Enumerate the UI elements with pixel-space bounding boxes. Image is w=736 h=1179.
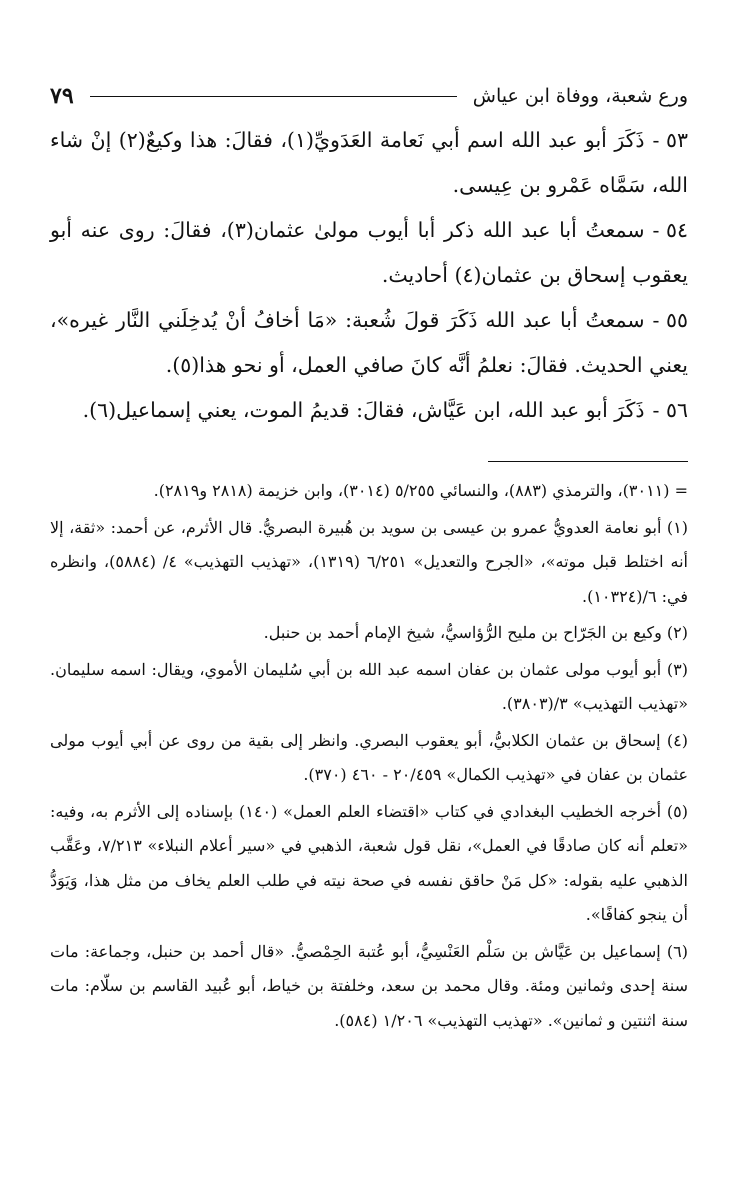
header-title: ورع شعبة، ووفاة ابن عياش: [472, 85, 688, 107]
entry-56: [50, 388, 688, 433]
footnote-3: (٣) أبو أيوب مولى عثمان بن عفان اسمه عبد الله بن أبي سُليمان الأموي، ويقال: اسمه سليمان. «تهذيب التهذيب» ٣/(٣٨٠٣).: [50, 659, 688, 713]
footnotes: [50, 474, 688, 1038]
main-text: [50, 118, 688, 433]
page-number: ٧٩: [50, 83, 74, 109]
entry-53: [50, 118, 688, 208]
footnote-6: (٦) إسماعيل بن عَيَّاش بن سَلْم العَنْسِيُّ، أبو عُتبة الحِمْصيُّ. «قال أحمد بن حنبل، وجماعة: مات سنة إحدى وثمانين ومئة. وقال محمد بن سعد، وخلفتة بن خياط، أبو عُبيد القاسم بن سلّام: مات سنة اثنتين و ثمانين». «تهذيب التهذيب» ١/٢٠٦ (٥٨٤).: [50, 941, 689, 1030]
book-page: [50, 78, 688, 1040]
entry-text: سمعتُ أبا عبد الله ذَكَرَ قولَ شُعبة: «مَا أخافُ أنْ يُدخِلَني النَّار غيره»، يعني الحديث. فقالَ: نعلمُ أنَّه كانَ صافي العمل، أو نحو هذا(٥).: [50, 308, 688, 377]
entry-text: ذَكَرَ أبو عبد الله، ابن عَيَّاش، فقالَ: قديمُ الموت، يعني إسماعيل(٦).: [82, 398, 645, 422]
entry-55: [50, 298, 688, 388]
footnote-divider: [488, 461, 688, 462]
entry-text: سمعتُ أبا عبد الله ذكر أبا أيوب مولىٰ عثمان(٣)، فقالَ: روى عنه أبو يعقوب إسحاق بن عثمان(٤) أحاديث.: [50, 218, 688, 287]
footnote-4: (٤) إسحاق بن عثمان الكلابيُّ، أبو يعقوب البصري. وانظر إلى بقية من روى عن أبي أيوب مولى عثمان بن عفان في «تهذيب الكمال» ٢٠/٤٥٩ - ٤٦٠ (٣٧٠).: [50, 730, 688, 784]
footnote-continuation: = (٣٠١١)، والترمذي (٨٨٣)، والنسائي ٥/٢٥٥ (٣٠١٤)، وابن خزيمة (٢٨١٨ و٢٨١٩).: [153, 481, 688, 500]
entry-54: [50, 208, 688, 298]
entry-text: ذَكَرَ أبو عبد الله اسم أبي نَعامة العَدَويِّ(١)، فقالَ: هذا وكيعٌ(٢) إنْ شاء الله، سَمَّاه عَمْرو بن عِيسى.: [50, 128, 688, 197]
entry-number: ٥٣ -: [652, 128, 689, 152]
entry-number: ٥٦ -: [652, 398, 688, 422]
footnote-5: (٥) أخرجه الخطيب البغدادي في كتاب «اقتضاء العلم العمل» (١٤٠) بإسناده إلى الأثرم به، وفيه: «تعلم أنه كان صادقًا في العمل»، نقل قول شعبة، الذهبي في «سير أعلام النبلاء» ٧/٢١٣، وعَقَّب الذهبي عليه بقوله: «كل مَنْ حاقق نفسه في صحة نيته في طلب العلم يخاف من مثل هذا، وَيَوَدُّ أن ينجو كفافًا».: [50, 801, 689, 924]
entry-number: ٥٤ -: [652, 218, 688, 242]
entry-number: ٥٥ -: [652, 308, 688, 332]
header-rule: [90, 96, 457, 97]
running-header: [50, 78, 688, 114]
footnote-1: (١) أبو نعامة العدويُّ عمرو بن عيسى بن سويد بن هُبيرة البصريُّ. قال الأثرم، عن أحمد: «ثقة، إلا أنه اختلط قبل موته»، «الجرح والتعديل» ٦/٢٥١ (١٣١٩)، «تهذيب التهذيب» ٤/ (٥٨٨٤)، وانظره في: ٦/(١٠٣٢٤).: [50, 517, 689, 606]
footnote-2: (٢) وكيع بن الجَرّاح بن مليح الرُّؤاسيُّ، شيخ الإمام أحمد بن حنبل.: [263, 623, 688, 642]
